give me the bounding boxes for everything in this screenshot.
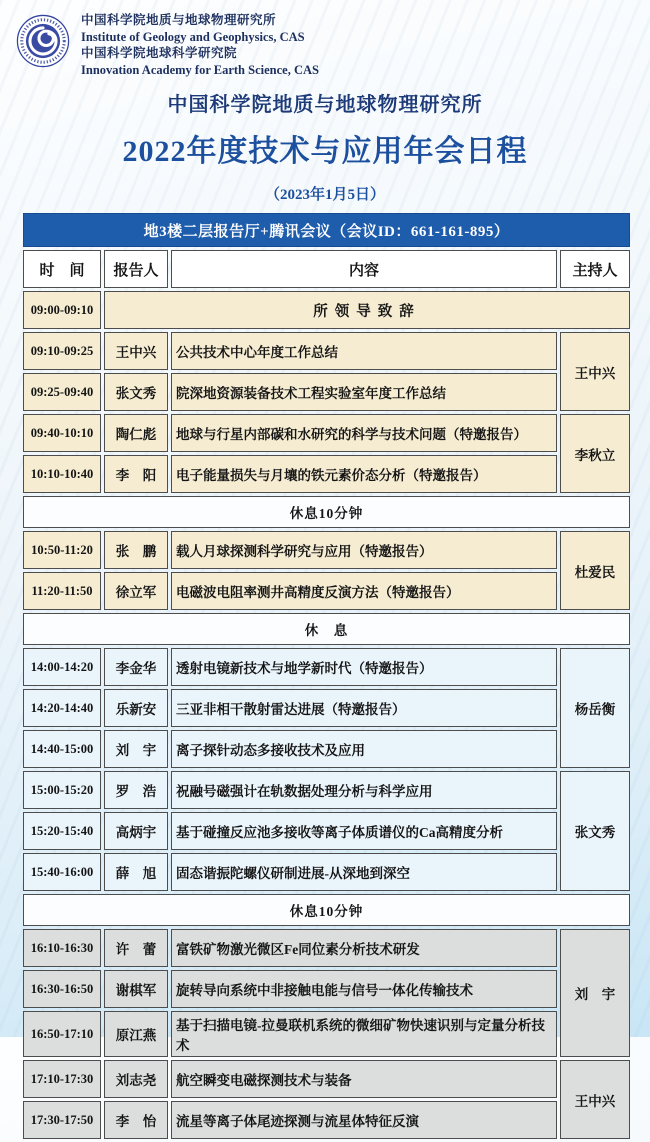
time-cell: 16:30-16:50	[23, 970, 101, 1008]
col-header-speaker: 报告人	[104, 250, 168, 288]
speaker-cell: 李 阳	[104, 455, 168, 493]
speaker-cell: 原江燕	[104, 1011, 168, 1057]
time-cell: 09:00-09:10	[23, 291, 101, 329]
table-row	[23, 291, 630, 329]
speaker-cell: 高炳宇	[104, 812, 168, 850]
page-title: 2022年度技术与应用年会日程	[122, 135, 528, 168]
time-cell: 14:20-14:40	[23, 689, 101, 727]
break-label-cell: 休息10分钟	[23, 496, 630, 528]
chair-cell: 杜爱民	[560, 531, 630, 610]
opening-label-cell: 所领导致辞	[104, 291, 630, 329]
org-line-en-1: Institute of Geology and Geophysics, CAS	[81, 29, 305, 44]
talk-title-cell: 基于扫描电镜-拉曼联机系统的微细矿物快速识别与定量分析技术	[171, 1011, 557, 1057]
chair-cell: 张文秀	[560, 771, 630, 891]
table-row	[23, 531, 630, 569]
speaker-cell: 徐立军	[104, 572, 168, 610]
time-cell: 16:50-17:10	[23, 1011, 101, 1057]
speaker-cell: 张 鹏	[104, 531, 168, 569]
talk-title-cell: 公共技术中心年度工作总结	[171, 332, 557, 370]
speaker-cell: 谢棋军	[104, 970, 168, 1008]
talk-title-cell: 航空瞬变电磁探测技术与装备	[171, 1060, 557, 1098]
talk-title-cell: 载人月球探测科学研究与应用（特邀报告）	[171, 531, 557, 569]
talk-title-cell: 基于碰撞反应池多接收等离子体质谱仪的Ca高精度分析	[171, 812, 557, 850]
chair-cell: 杨岳衡	[560, 648, 630, 768]
table-row	[23, 730, 630, 768]
break-label-cell: 休息10分钟	[23, 894, 630, 926]
table-row	[23, 771, 630, 809]
break-label-cell: 休 息	[23, 613, 630, 645]
org-line-en-2: Innovation Academy for Earth Science, CAS	[81, 62, 319, 77]
title-block	[0, 88, 650, 204]
talk-title-cell: 旋转导向系统中非接触电能与信号一体化传输技术	[171, 970, 557, 1008]
time-cell: 14:40-15:00	[23, 730, 101, 768]
chair-cell: 刘 宇	[560, 929, 630, 1057]
time-cell: 09:10-09:25	[23, 332, 101, 370]
time-cell: 10:50-11:20	[23, 531, 101, 569]
table-row	[23, 929, 630, 967]
break-row	[23, 496, 630, 528]
table-row	[23, 373, 630, 411]
speaker-cell: 陶仁彪	[104, 414, 168, 452]
table-row	[23, 414, 630, 452]
speaker-cell: 乐新安	[104, 689, 168, 727]
talk-title-cell: 地球与行星内部碳和水研究的科学与技术问题（特邀报告）	[171, 414, 557, 452]
banner-row	[23, 213, 630, 247]
time-cell: 09:40-10:10	[23, 414, 101, 452]
time-cell: 15:00-15:20	[23, 771, 101, 809]
table-row	[23, 689, 630, 727]
venue-banner: 地3楼二层报告厅+腾讯会议（会议ID：661-161-895）	[23, 213, 630, 247]
chair-cell: 李秋立	[560, 414, 630, 493]
chair-cell: 王中兴	[560, 1060, 630, 1139]
talk-title-cell: 流星等离子体尾迹探测与流星体特征反演	[171, 1101, 557, 1139]
break-row	[23, 613, 630, 645]
talk-title-cell: 三亚非相干散射雷达进展（特邀报告）	[171, 689, 557, 727]
speaker-cell: 罗 浩	[104, 771, 168, 809]
speaker-cell: 薛 旭	[104, 853, 168, 891]
org-header	[16, 12, 319, 78]
speaker-cell: 王中兴	[104, 332, 168, 370]
time-cell: 15:40-16:00	[23, 853, 101, 891]
col-header-time: 时 间	[23, 250, 101, 288]
table-row	[23, 970, 630, 1008]
speaker-cell: 刘志尧	[104, 1060, 168, 1098]
title-date: （2023年1月5日）	[264, 187, 385, 203]
schedule-table	[20, 210, 633, 1142]
speaker-cell: 张文秀	[104, 373, 168, 411]
title-institute: 中国科学院地质与地球物理研究所	[167, 94, 483, 116]
talk-title-cell: 电磁波电阻率测井高精度反演方法（特邀报告）	[171, 572, 557, 610]
time-cell: 16:10-16:30	[23, 929, 101, 967]
time-cell: 17:30-17:50	[23, 1101, 101, 1139]
table-row	[23, 812, 630, 850]
speaker-cell: 李金华	[104, 648, 168, 686]
org-line-zh-2: 中国科学院地球科学研究院	[81, 46, 238, 60]
time-cell: 14:00-14:20	[23, 648, 101, 686]
col-header-chair: 主持人	[560, 250, 630, 288]
talk-title-cell: 固态谐振陀螺仪研制进展-从深地到深空	[171, 853, 557, 891]
table-row	[23, 332, 630, 370]
org-line-zh-1: 中国科学院地质与地球物理研究所	[81, 13, 277, 27]
talk-title-cell: 富铁矿物激光微区Fe同位素分析技术研发	[171, 929, 557, 967]
speaker-cell: 李 怡	[104, 1101, 168, 1139]
break-row	[23, 894, 630, 926]
talk-title-cell: 透射电镜新技术与地学新时代（特邀报告）	[171, 648, 557, 686]
table-row	[23, 572, 630, 610]
table-row	[23, 853, 630, 891]
table-row	[23, 455, 630, 493]
column-header-row	[23, 250, 630, 288]
time-cell: 10:10-10:40	[23, 455, 101, 493]
table-row	[23, 1101, 630, 1139]
talk-title-cell: 离子探针动态多接收技术及应用	[171, 730, 557, 768]
institute-logo-icon	[16, 14, 70, 68]
table-row	[23, 648, 630, 686]
table-row	[23, 1011, 630, 1057]
speaker-cell: 许 蕾	[104, 929, 168, 967]
time-cell: 11:20-11:50	[23, 572, 101, 610]
chair-cell: 王中兴	[560, 332, 630, 411]
time-cell: 17:10-17:30	[23, 1060, 101, 1098]
talk-title-cell: 祝融号磁强计在轨数据处理分析与科学应用	[171, 771, 557, 809]
time-cell: 09:25-09:40	[23, 373, 101, 411]
talk-title-cell: 院深地资源装备技术工程实验室年度工作总结	[171, 373, 557, 411]
table-row	[23, 1060, 630, 1098]
org-name-block	[81, 12, 319, 78]
talk-title-cell: 电子能量损失与月壤的铁元素价态分析（特邀报告）	[171, 455, 557, 493]
speaker-cell: 刘 宇	[104, 730, 168, 768]
time-cell: 15:20-15:40	[23, 812, 101, 850]
schedule-body	[23, 291, 630, 1139]
col-header-content: 内容	[171, 250, 557, 288]
